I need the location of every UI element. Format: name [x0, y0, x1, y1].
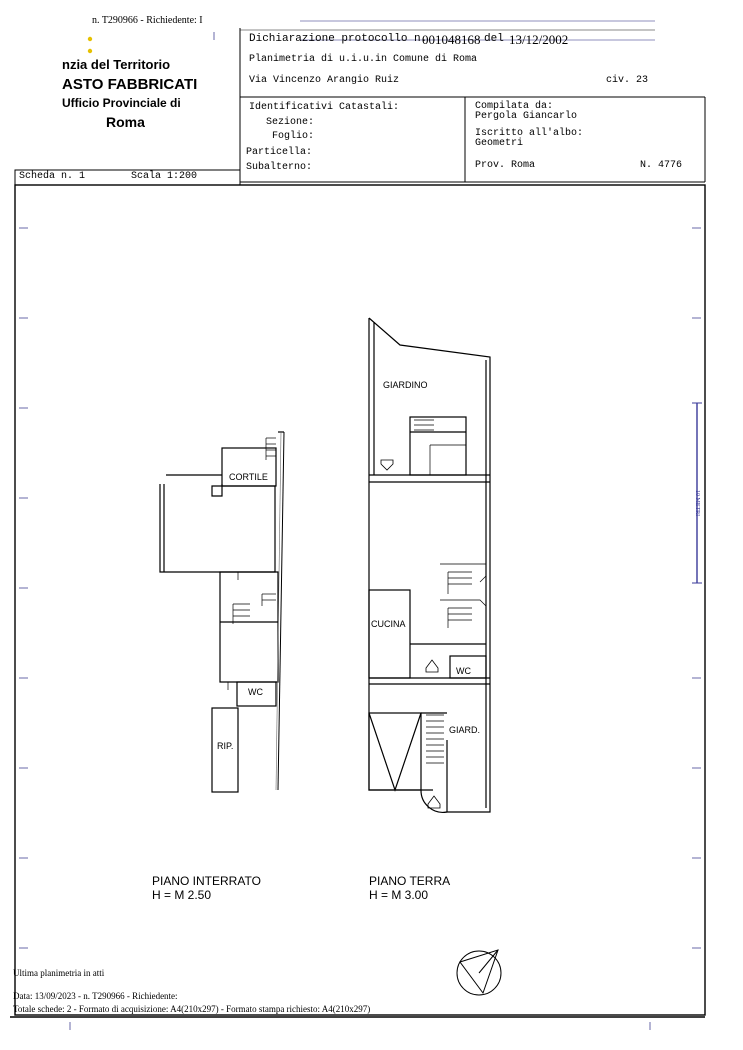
- entrance-arrow-north: [381, 460, 393, 470]
- protocol-number: 001048168: [422, 32, 481, 47]
- room-label-wc-interrato: WC: [248, 687, 263, 697]
- entrance-arrow-center: [426, 660, 438, 672]
- entrance-arrow-south: [428, 796, 440, 808]
- sheet-border: [15, 185, 705, 1015]
- room-label-rip: RIP.: [217, 741, 234, 751]
- compiled-by-label: Compilata da:: [475, 101, 554, 112]
- cucina-room: [369, 590, 410, 678]
- room-label-cortile: CORTILE: [229, 472, 268, 482]
- room-label-cucina: CUCINA: [371, 619, 406, 629]
- subalterno-label: Subalterno:: [246, 162, 313, 173]
- floor-title-terra: PIANO TERRA: [369, 874, 451, 888]
- terra-east-wall: [369, 318, 490, 812]
- foglio-label: Foglio:: [272, 131, 315, 142]
- sezione-label: Sezione:: [266, 117, 315, 128]
- agency-name: nzia del Territorio: [62, 57, 171, 72]
- registration-number: N. 4776: [640, 160, 683, 171]
- bullet-marker: [88, 49, 92, 53]
- garage-room: [369, 713, 421, 790]
- agency-department: ASTO FABBRICATI: [62, 76, 198, 93]
- bullet-marker: [88, 37, 92, 41]
- registered: Geometri: [475, 138, 524, 149]
- scale: Scala 1:200: [131, 171, 198, 182]
- civic-number: civ. 23: [606, 75, 649, 86]
- scale-bar-label: 10 METRI: [694, 490, 700, 517]
- province: Prov. Roma: [475, 160, 536, 171]
- identifiers-title: Identificativi Catastali:: [249, 102, 400, 113]
- footer-data-line: Data: 13/09/2023 - n. T290966 - Richiedente:: [13, 991, 178, 1001]
- room-label-wc-terra: WC: [456, 666, 471, 676]
- floor-height-interrato: H = M 2.50: [152, 888, 212, 902]
- plan-interrato: [160, 432, 284, 792]
- floor-title-interrato: PIANO INTERRATO: [152, 874, 261, 888]
- scheda-number: Scheda n. 1: [19, 171, 86, 182]
- registered-label: Iscritto all'albo:: [475, 128, 584, 139]
- protocol-date: 13/12/2002: [509, 32, 569, 47]
- room-label-giard: GIARD.: [449, 725, 481, 735]
- footer-totals-line: Totale schede: 2 - Formato di acquisizione: A4(210x297) - Formato stampa richiesto: A4(210x297): [13, 1004, 371, 1014]
- compiled-by: Pergola Giancarlo: [475, 111, 578, 122]
- floor-height-terra: H = M 3.00: [369, 888, 429, 902]
- header-stamp: n. T290966 - Richiedente: I: [92, 15, 203, 26]
- footer-last-plan: Ultima planimetria in atti: [13, 968, 105, 978]
- interrato-main: [220, 572, 278, 682]
- address: Via Vincenzo Arangio Ruiz: [249, 75, 400, 86]
- planimetry-line: Planimetria di u.i.u.in Comune di Roma: [249, 54, 478, 65]
- agency-city: Roma: [106, 114, 145, 130]
- giardino-stair-box: [410, 417, 466, 475]
- north-arrow: [457, 950, 501, 995]
- protocol-label: Dichiarazione protocollo n.: [249, 33, 428, 45]
- protocol-date-label: del: [484, 33, 504, 45]
- plan-terra: [369, 318, 490, 812]
- particella-label: Particella:: [246, 147, 313, 158]
- room-label-giardino: GIARDINO: [383, 380, 428, 390]
- agency-office: Ufficio Provinciale di: [62, 96, 181, 110]
